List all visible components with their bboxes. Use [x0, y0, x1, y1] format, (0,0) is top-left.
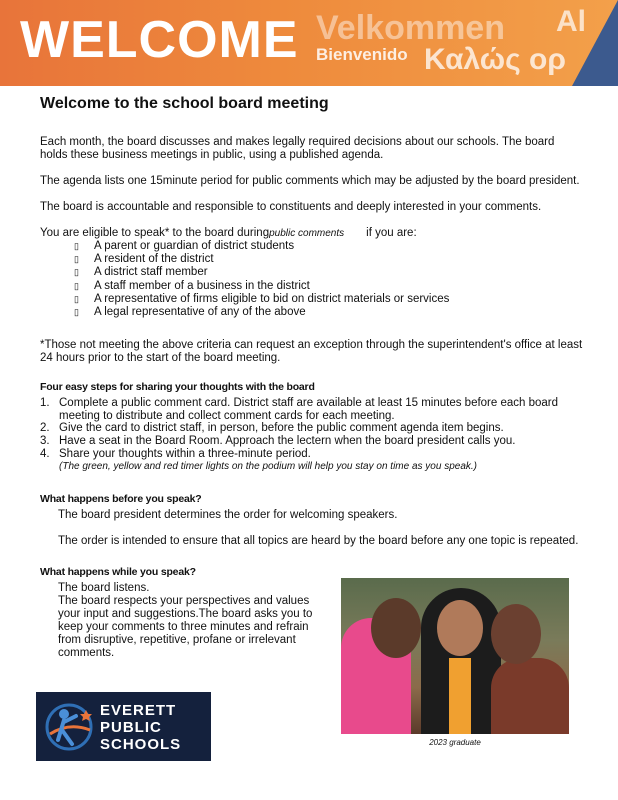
bullet-icon: ▯ — [74, 280, 79, 291]
list-item: ▯ A resident of the district — [74, 253, 214, 266]
logo-line-3: SCHOOLS — [100, 736, 182, 753]
eligibility-list — [40, 240, 585, 319]
bullet-icon: ▯ — [74, 267, 79, 278]
list-item: ▯ A representative of firms eligible to bid on district materials or services — [74, 292, 450, 305]
logo-line-2: PUBLIC — [100, 719, 162, 736]
while-heading: What happens while you speak? — [40, 566, 196, 579]
intro-paragraph-3: The board is accountable and responsible to constituents and deeply interested in your comments. — [40, 201, 542, 213]
welcome-banner — [0, 0, 618, 86]
eligibility-lead — [40, 227, 585, 240]
intro-paragraph-1: Each month, the board discusses and makes legally required decisions about our schools. The board holds these business meetings in public, using a published agenda. — [40, 136, 555, 161]
banner-welcome: WELCOME — [20, 11, 299, 69]
photo-caption: 2023 graduate — [429, 738, 481, 747]
steps-heading: Four easy steps for sharing your thoughts with the board — [40, 381, 315, 394]
banner-corner-shape — [572, 0, 618, 86]
list-item: ▯ A district staff member — [74, 266, 208, 279]
bullet-icon: ▯ — [74, 254, 79, 265]
bullet-icon: ▯ — [74, 293, 79, 304]
logo-figure-icon — [42, 700, 96, 754]
list-item: ▯ A staff member of a business in the district — [74, 279, 310, 292]
before-heading: What happens before you speak? — [40, 493, 202, 506]
list-item: 4. Share your thoughts within a three-minute period. — [40, 447, 311, 460]
while-paragraph-1: The board listens. — [58, 582, 150, 595]
logo-line-1: EVERETT — [100, 702, 177, 719]
bullet-icon: ▯ — [74, 241, 79, 251]
before-paragraph-1: The board president determines the order for welcoming speakers. — [58, 509, 398, 522]
timer-note: (The green, yellow and red timer lights on the podium will help you stay on time as you speak.) — [59, 461, 477, 473]
eligibility-lead-text: You are eligible to speak* to the board during — [40, 227, 270, 239]
while-paragraph-2: The board respects your perspectives and values your input and suggestions.The board asks you to keep your comments to three minutes and refrain from disruptive, repetitive, profane or irrelevant comments. — [58, 595, 313, 660]
document-body — [40, 90, 585, 660]
list-item: 1. Complete a public comment card. District staff are available at least 15 minutes before each board meeting to distribute and collect comment cards for each meeting. — [40, 397, 559, 422]
banner-al: Al — [556, 5, 586, 38]
list-item: ▯ A parent or guardian of district students — [74, 240, 295, 252]
steps-list — [40, 397, 585, 460]
district-logo — [36, 692, 211, 761]
while-text — [40, 582, 333, 660]
banner-bienvenido: Bienvenido — [316, 45, 408, 64]
graduate-photo — [341, 578, 569, 734]
bullet-icon: ▯ — [74, 307, 79, 318]
list-item: 3. Have a seat in the Board Room. Approach the lectern when the board president calls you. — [40, 435, 516, 447]
list-item: 2. Give the card to district staff, in person, before the public comment agenda item begins. — [40, 422, 504, 435]
banner-kalos: Καλώς ορ — [424, 43, 566, 76]
banner-velkommen: Velkommen — [316, 9, 505, 47]
before-paragraph-2: The order is intended to ensure that all topics are heard by the board before any one topic is repeated. — [58, 535, 579, 548]
list-item: ▯ A legal representative of any of the above — [74, 306, 306, 319]
exception-note: *Those not meeting the above criteria can request an exception through the superintendent's office at least 24 hours prior to the start of the board meeting. — [40, 339, 583, 365]
eligibility-italic: public comments — [269, 228, 345, 239]
eligibility-tail: if you are: — [366, 227, 417, 239]
page-title: Welcome to the school board meeting — [40, 95, 329, 112]
intro-paragraph-2: The agenda lists one 15minute period for public comments which may be adjusted by the board president. — [40, 175, 580, 187]
